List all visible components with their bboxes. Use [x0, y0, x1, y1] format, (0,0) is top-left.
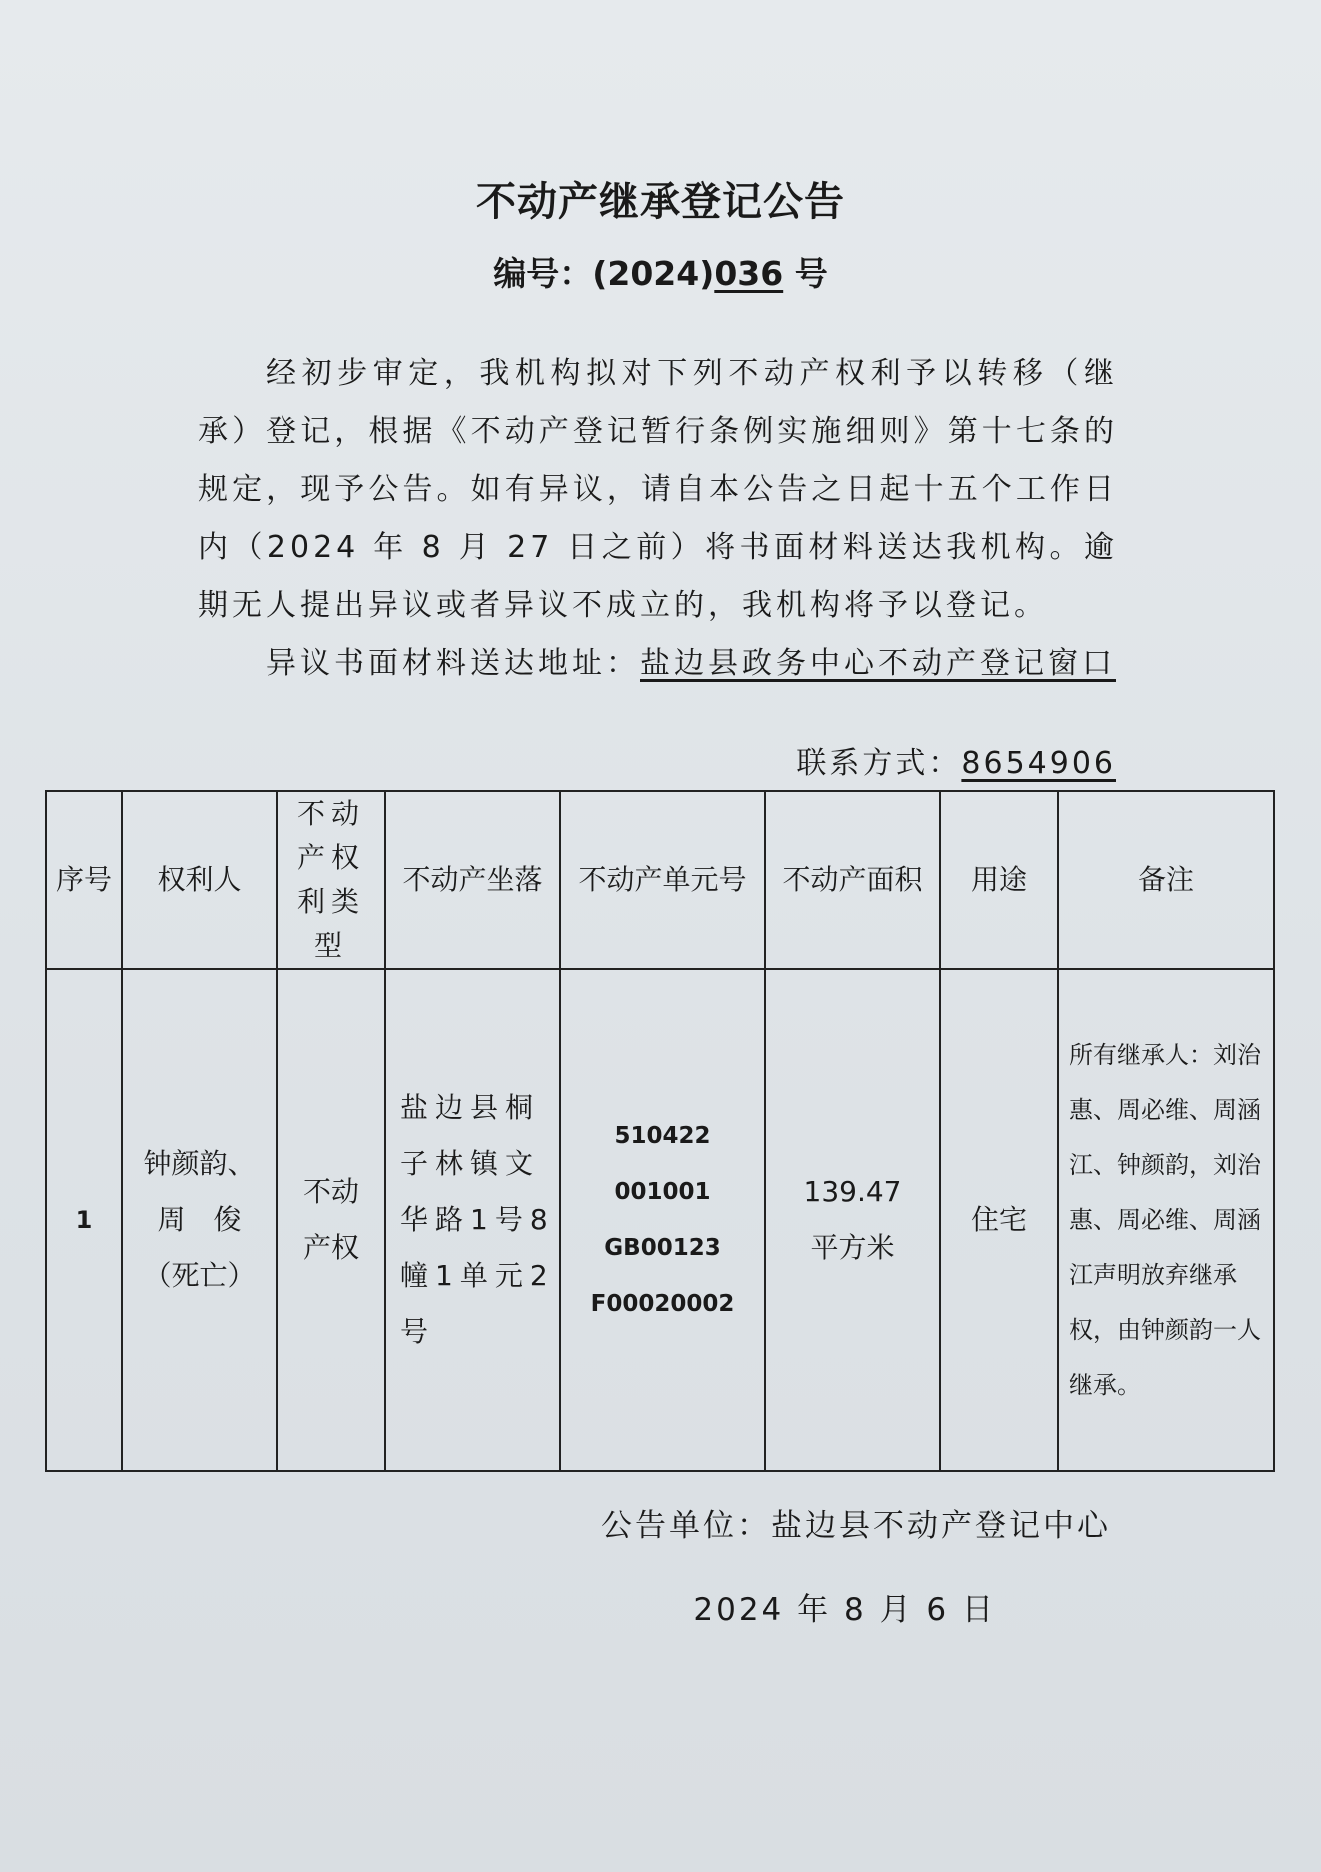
header-location: 不动产坐落	[385, 791, 560, 969]
announcement-body	[198, 345, 1118, 693]
objection-address-value: 盐边县政务中心不动产登记窗口	[640, 646, 1116, 681]
contact-info	[796, 738, 1116, 782]
area-value: 139.47	[803, 1175, 902, 1208]
document-number-suffix: 号	[783, 254, 828, 293]
announcement-paragraph: 经初步审定，我机构拟对下列不动产权利予以转移（继承）登记，根据《不动产登记暂行条例实施细则》第十七条的规定，现予公告。如有异议，请自本公告之日起十五个工作日内（2024 年 8 月 27 日之前）将书面材料送达我机构。逾期无人提出异议或者异议不成立的，我机构将予以登记。	[198, 356, 1118, 623]
document-number-value: 036	[714, 254, 784, 293]
cell-location: 盐边县桐子林镇文华路1号8幢1单元2号	[385, 969, 560, 1471]
cell-usage: 住宅	[940, 969, 1058, 1471]
objection-address	[198, 635, 1118, 693]
unit-number-line: 510422 001001	[614, 1123, 711, 1205]
document-number	[0, 248, 1321, 295]
issuer-label: 公告单位：	[601, 1508, 771, 1544]
table-row	[46, 969, 1274, 1471]
cell-holder	[122, 969, 277, 1471]
header-usage: 用途	[940, 791, 1058, 969]
header-right-type: 不动产权利类型	[277, 791, 385, 969]
property-table	[45, 790, 1275, 1472]
issue-date: 2024 年 8 月 6 日	[693, 1592, 996, 1628]
header-remark: 备注	[1058, 791, 1274, 969]
cell-area	[765, 969, 940, 1471]
area-unit: 平方米	[810, 1231, 895, 1264]
holder-line: 钟颜韵、	[143, 1147, 256, 1180]
cell-seq: 1	[46, 969, 122, 1471]
table-header-row	[46, 791, 1274, 969]
holder-line: （死亡）	[143, 1259, 256, 1292]
cell-right-type: 不动产权	[277, 969, 385, 1471]
holder-line: 周 俊	[157, 1203, 242, 1236]
header-holder: 权利人	[122, 791, 277, 969]
unit-number-line: F00020002	[590, 1291, 735, 1317]
header-area: 不动产面积	[765, 791, 940, 969]
cell-unit-number	[560, 969, 765, 1471]
issuer	[601, 1500, 1111, 1545]
header-unit-number: 不动产单元号	[560, 791, 765, 969]
header-seq: 序号	[46, 791, 122, 969]
unit-number-line: GB00123	[604, 1235, 721, 1261]
contact-value: 8654906	[961, 746, 1116, 781]
document-number-prefix: 编号：(2024)	[493, 254, 715, 293]
cell-remark: 所有继承人：刘治惠、周必维、周涵江、钟颜韵，刘治惠、周必维、周涵江声明放弃继承权，由钟颜韵一人继承。	[1058, 969, 1274, 1471]
issuer-value: 盐边县不动产登记中心	[771, 1508, 1111, 1544]
contact-label: 联系方式：	[796, 746, 962, 781]
page-title: 不动产继承登记公告	[476, 179, 845, 225]
objection-address-label: 异议书面材料送达地址：	[266, 646, 640, 681]
